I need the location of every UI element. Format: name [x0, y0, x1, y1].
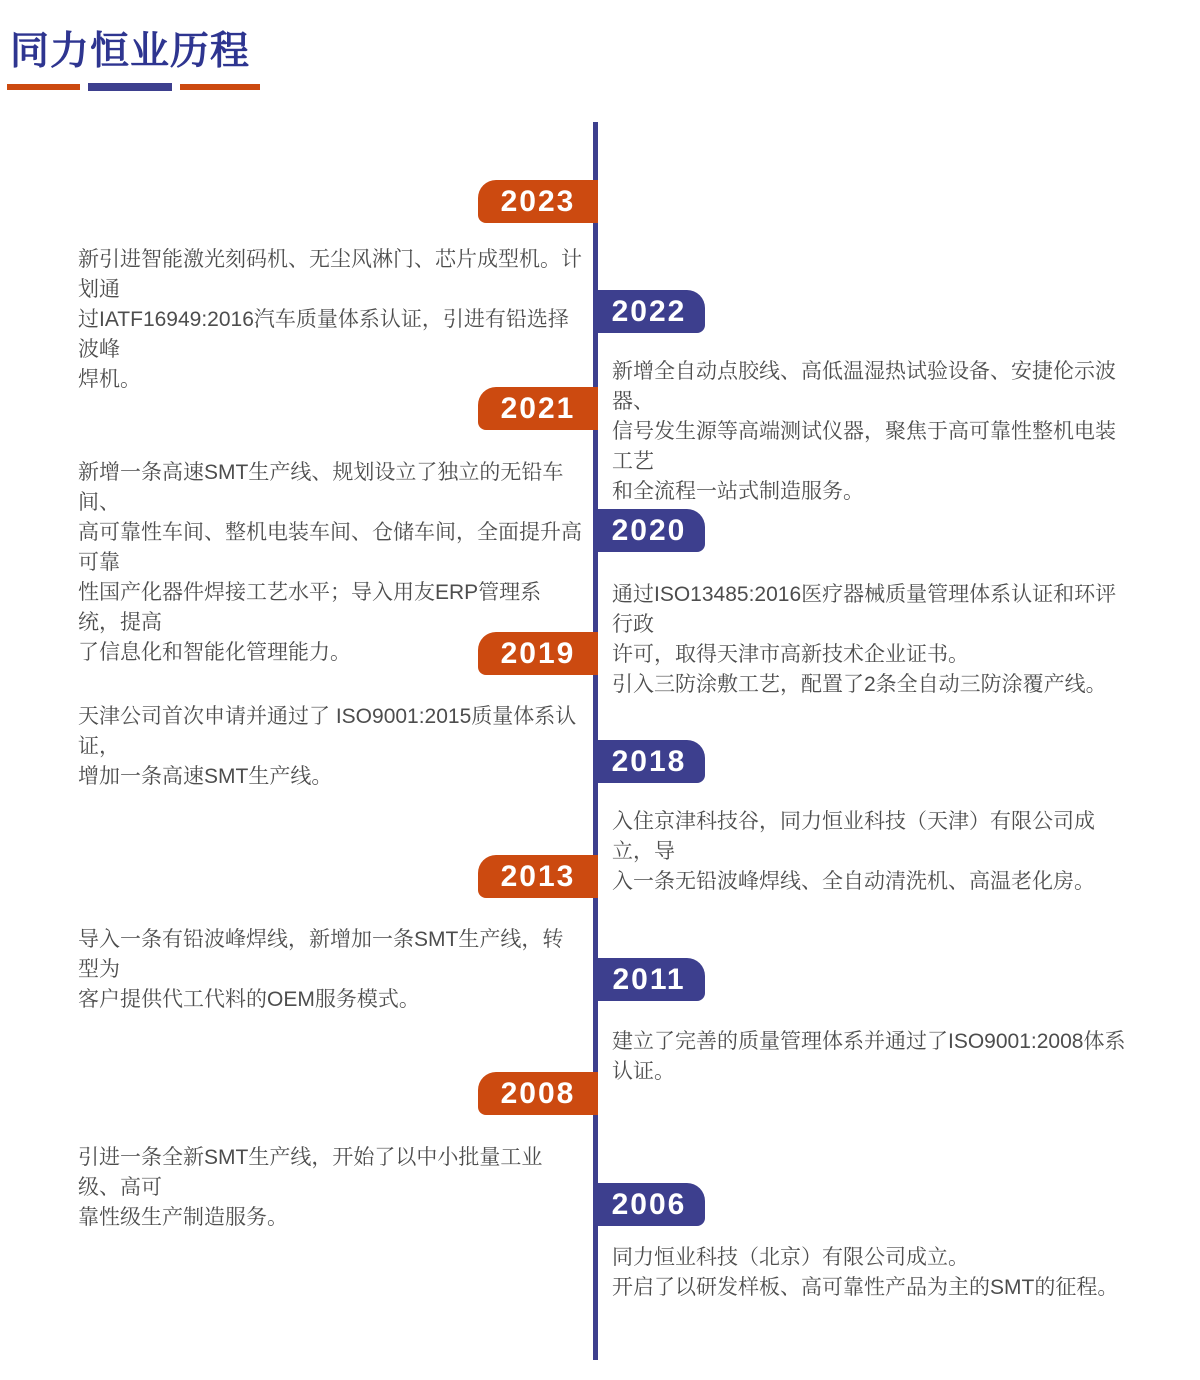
page-title: 同力恒业历程	[10, 30, 251, 73]
entry-line: 增加一条高速SMT生产线。	[78, 765, 333, 788]
title-underline-dash-orange-2	[180, 84, 260, 90]
entry-line: 新增一条高速SMT生产线、规划设立了独立的无铅车间、	[78, 461, 564, 514]
year-badge-2013: 2013	[478, 855, 598, 898]
entry-line: 同力恒业科技（北京）有限公司成立。	[612, 1246, 969, 1269]
entry-line: 开启了以研发样板、高可靠性产品为主的SMT的征程。	[612, 1276, 1119, 1299]
entry-line: 靠性级生产制造服务。	[78, 1206, 288, 1229]
year-badge-2022: 2022	[593, 290, 705, 333]
year-badge-2020: 2020	[593, 509, 705, 552]
year-badge-2008: 2008	[478, 1072, 598, 1115]
entry-line: 通过ISO13485:2016医疗器械质量管理体系认证和环评行政	[612, 583, 1117, 636]
year-badge-2011: 2011	[593, 958, 705, 1001]
entry-line: 导入一条有铅波峰焊线，新增加一条SMT生产线，转型为	[78, 928, 564, 981]
entry-line: 客户提供代工代料的OEM服务模式。	[78, 988, 420, 1011]
year-badge-2006: 2006	[593, 1183, 705, 1226]
entry-line: 建立了完善的质量管理体系并通过了ISO9001:2008体系	[612, 1030, 1126, 1053]
title-underline-dash-blue	[88, 83, 172, 91]
timeline-entry-2020	[612, 580, 1127, 700]
entry-line: 过IATF16949:2016汽车质量体系认证，引进有铅选择波峰	[78, 308, 569, 361]
year-badge-2018: 2018	[593, 740, 705, 783]
entry-line: 新引进智能激光刻码机、无尘风淋门、芯片成型机。计划通	[78, 248, 582, 301]
entry-line: 入住京津科技谷，同力恒业科技（天津）有限公司成立，导	[612, 810, 1095, 863]
entry-line: 入一条无铅波峰焊线、全自动清洗机、高温老化房。	[612, 870, 1095, 893]
entry-line: 新增全自动点胶线、高低温湿热试验设备、安捷伦示波器、	[612, 360, 1116, 413]
entry-line: 焊机。	[78, 368, 141, 391]
timeline-entry-2013	[78, 925, 583, 1015]
timeline-entry-2019	[78, 702, 583, 792]
entry-line: 和全流程一站式制造服务。	[612, 480, 864, 503]
entry-line: 了信息化和智能化管理能力。	[78, 641, 351, 664]
year-badge-2019: 2019	[478, 632, 598, 675]
entry-line: 引进一条全新SMT生产线，开始了以中小批量工业级、高可	[78, 1146, 543, 1199]
title-underline-dash-orange-1	[7, 84, 80, 90]
entry-line: 天津公司首次申请并通过了 ISO9001:2015质量体系认证，	[78, 705, 577, 758]
timeline-entry-2006	[612, 1243, 1127, 1303]
year-badge-2021: 2021	[478, 387, 598, 430]
timeline-entry-2008	[78, 1143, 583, 1233]
entry-line: 性国产化器件焊接工艺水平；导入用友ERP管理系统，提高	[78, 581, 542, 634]
entry-line: 信号发生源等高端测试仪器，聚焦于高可靠性整机电装工艺	[612, 420, 1116, 473]
entry-line: 高可靠性车间、整机电装车间、仓储车间，全面提升高可靠	[78, 521, 582, 574]
entry-line: 认证。	[612, 1060, 675, 1083]
year-badge-2023: 2023	[478, 180, 598, 223]
timeline-entry-2022	[612, 357, 1127, 507]
entry-line: 引入三防涂敷工艺，配置了2条全自动三防涂覆产线。	[612, 673, 1107, 696]
timeline-entry-2018	[612, 807, 1127, 897]
entry-line: 许可，取得天津市高新技术企业证书。	[612, 643, 969, 666]
timeline-entry-2011	[612, 1027, 1127, 1087]
timeline-entry-2023	[78, 245, 583, 395]
